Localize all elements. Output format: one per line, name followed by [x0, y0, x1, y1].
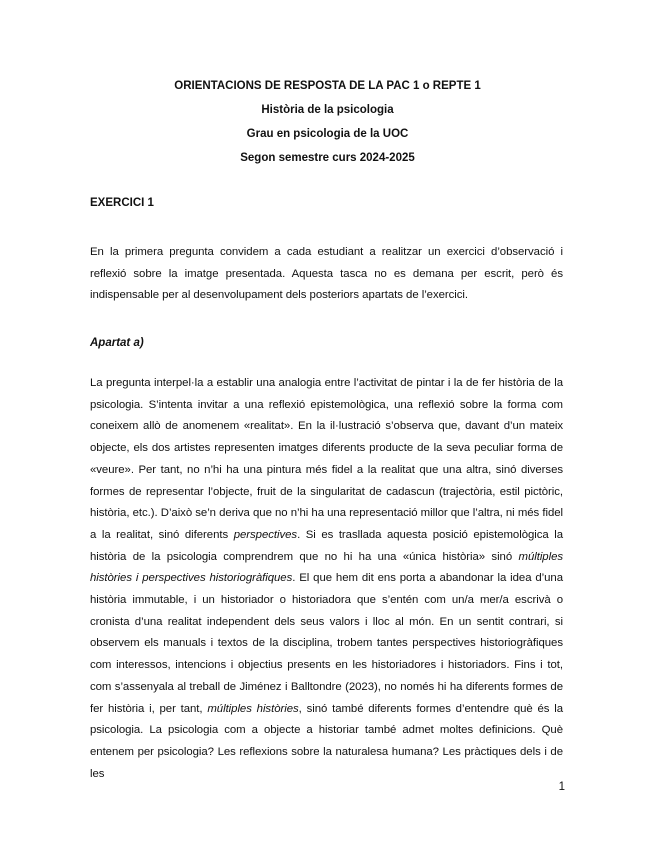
section-a-paragraph	[90, 373, 563, 785]
semester-label: Segon semestre curs 2024-2025	[240, 152, 415, 164]
course-name: Història de la psicologia	[261, 104, 394, 116]
section-a-heading: Apartat a)	[90, 337, 144, 349]
exercise-intro-paragraph: En la primera pregunta convidem a cada estudiant a realitzar un exercici d’observació i reflexió sobre la imatge presentada. Aquesta tasca no es demana per escrit, però és indispensable per al desenvolupament dels posteriors apartats de l’exercici.	[90, 246, 563, 302]
paragraph-text: La pregunta interpel·la a establir una analogia entre l’activitat de pintar i la de fer història de la psicologia. S’intenta invitar a una reflexió epistemològica, una reflexió sobre la forma com coneixem allò de anomenem «realitat». En la il·lustració s’observa que, davant d’un mateix objecte, els dos artistes representen imatges diferents producte de la seva peculiar forma de «veure». Per tant, no n’hi ha una pintura més fidel a la realitat que una altra, sinó diverses formes de representar l’objecte, fruit de la singularitat de cadascun (trajectòria, estil pictòric, història, etc.). D’això se’n deriva que no n’hi ha una representació millor que l’altra, ni més fidel a la realitat, sinó diferents	[90, 377, 563, 541]
degree-name: Grau en psicologia de la UOC	[246, 128, 409, 140]
paragraph-text: . Si es trasllada aquesta posició epistemològica la història de la psicologia comprendrem que no hi ha una «única història» sinó	[90, 528, 563, 563]
emphasis-text: perspectives	[233, 528, 298, 541]
document-title-block	[0, 74, 655, 170]
paragraph-text: . El que hem dit ens porta a abandonar la idea d’una història immutable, i un historiador o historiadora que s’entén com un/a mer/a escrivà o cronista d’una realitat independent dels seus valors i lloc al món. En un sentit contrari, si observem els manuals i textos de la disciplina, trobem tantes perspectives historiogràfiques com interessos, intencions i objectius presents en les historiadores i historiadors. Fins i tot, com s’assenyala al treball de Jiménez i Balltondre (2023), no només hi ha diferents formes de fer història i, per tant,	[90, 572, 563, 715]
exercise-heading: EXERCICI 1	[90, 197, 154, 209]
emphasis-text: múltiples històries i perspectives historiogràfiques	[90, 550, 563, 585]
page-number: 1	[558, 781, 565, 793]
paragraph-text: , sinó també diferents formes d’entendre què és la psicologia. La psicologia com a objecte a historiar també admet moltes definicions. Què entenem per psicologia? Les reflexions sobre la naturalesa humana? Les pràctiques dels i de les	[90, 702, 563, 780]
emphasis-text: múltiples històries	[207, 702, 299, 715]
document-title: ORIENTACIONS DE RESPOSTA DE LA PAC 1 o REPTE 1	[174, 80, 481, 92]
